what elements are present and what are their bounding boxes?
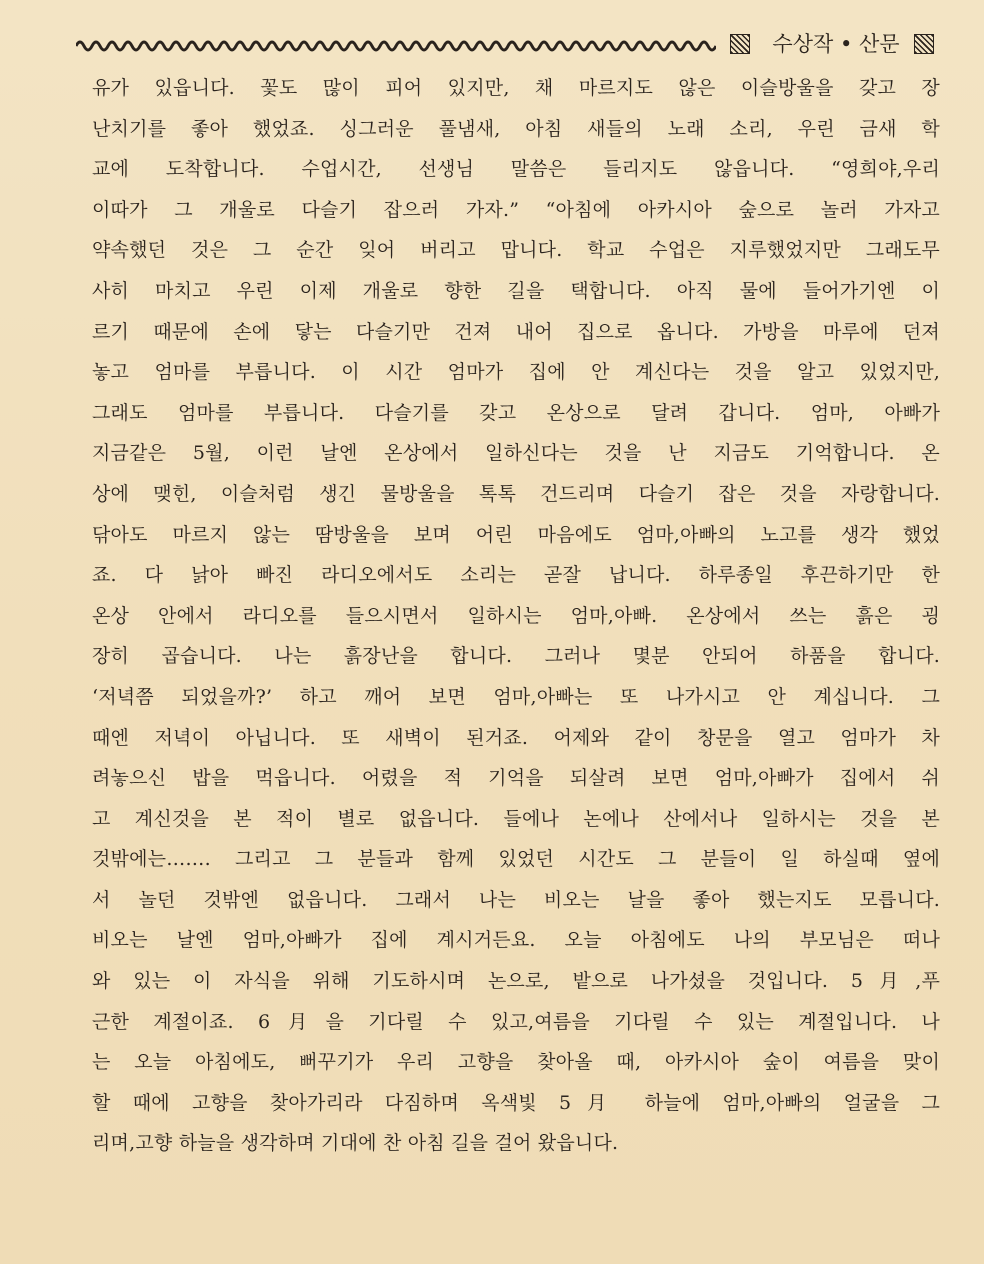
text-line: ‘저녁쯤 되었을까?’ 하고 깨어 보면 엄마,아빠는 또 나가시고 안 계십니다. 그 <box>92 685 940 708</box>
text-line: 죠. 다 낡아 빠진 라디오에서도 소리는 곧잘 납니다. 하루종일 후끈하기만 한 <box>92 564 940 587</box>
text-line: 닦아도 마르지 않는 땀방울을 보며 어린 마음에도 엄마,아빠의 노고를 생각 했었 <box>92 523 940 546</box>
text-line: 놓고 엄마를 부릅니다. 이 시간 엄마가 집에 안 계신다는 것을 알고 있었지만, <box>92 361 940 384</box>
text-line: 그래도 엄마를 부릅니다. 다슬기를 갖고 온상으로 달려 갑니다. 엄마, 아빠가 <box>92 401 940 424</box>
text-line: 사히 마치고 우린 이제 개울로 향한 길을 택합니다. 아직 물에 들어가기엔 이 <box>92 279 940 302</box>
text-line: 와 있는 이 자식을 위해 기도하시며 논으로, 밭으로 나가셨을 것입니다. 5月,푸 <box>92 970 940 993</box>
text-line: 것밖에는……. 그리고 그 분들과 함께 있었던 시간도 그 분들이 일 하실때 옆에 <box>92 848 940 871</box>
text-line: 유가 있읍니다. 꽃도 많이 피어 있지만, 채 마르지도 않은 이슬방울을 갖고 장 <box>92 77 940 99</box>
text-line: 리며,고향 하늘을 생각하며 기대에 찬 아침 길을 걸어 왔읍니다. <box>92 1132 619 1155</box>
text-line: 르기 때문에 손에 닿는 다슬기만 건져 내어 집으로 옵니다. 가방을 마루에 던져 <box>92 320 940 343</box>
text-line: 지금같은 5월, 이런 날엔 온상에서 일하신다는 것을 난 지금도 기억합니다. 온 <box>92 442 940 465</box>
text-line: 온상 안에서 라디오를 들으시면서 일하시는 엄마,아빠. 온상에서 쓰는 흙은 굉 <box>92 604 940 627</box>
text-line: 이따가 그 개울로 다슬기 잡으러 가자.” “아침에 아카시아 숲으로 놀러 가자고 <box>92 198 940 221</box>
text-line: 난치기를 좋아 했었죠. 싱그러운 풀냄새, 아침 새들의 노래 소리, 우린 금새 학 <box>92 117 940 140</box>
text-line: 상에 맺힌, 이슬처럼 생긴 물방울을 톡톡 건드리며 다슬기 잡은 것을 자랑합니다. <box>92 482 940 505</box>
text-line: 비오는 날엔 엄마,아빠가 집에 계시거든요. 오늘 아침에도 나의 부모님은 떠나 <box>92 929 940 952</box>
wavy-ornament-divider <box>76 34 716 58</box>
text-line: 교에 도착합니다. 수업시간, 선생님 말씀은 들리지도 않읍니다. “영희야,우리 <box>92 158 940 181</box>
text-line: 근한 계절이죠. 6月을 기다릴 수 있고,여름을 기다릴 수 있는 계절입니다. 나 <box>92 1010 940 1033</box>
text-line: 려놓으신 밥을 먹읍니다. 어렸을 적 기억을 되살려 보면 엄마,아빠가 집에서 쉬 <box>92 767 940 790</box>
essay-body <box>92 68 940 1228</box>
text-line: 장히 곱습니다. 나는 흙장난을 합니다. 그러나 몇분 안되어 하품을 합니다. <box>92 645 940 668</box>
hatched-box-icon <box>730 34 750 54</box>
text-line: 때엔 저녁이 아닙니다. 또 새벽이 된거죠. 어제와 같이 창문을 열고 엄마가 차 <box>92 726 940 749</box>
text-line: 서 놀던 것밖엔 없읍니다. 그래서 나는 비오는 날을 좋아 했는지도 모릅니다. <box>92 888 940 911</box>
text-line: 약속했던 것은 그 순간 잊어 버리고 맙니다. 학교 수업은 지루했었지만 그래도무 <box>92 239 940 262</box>
text-line: 고 계신것을 본 적이 별로 없읍니다. 들에나 논에나 산에서나 일하시는 것을 본 <box>92 807 940 830</box>
text-line: 할 때에 고향을 찾아가리라 다짐하며 옥색빛 5月 하늘에 엄마,아빠의 얼굴을 그 <box>92 1091 940 1114</box>
hatched-box-icon <box>914 34 934 54</box>
page-header <box>70 24 940 64</box>
section-title: 수상작 • 산문 <box>772 32 900 56</box>
text-line: 는 오늘 아침에도, 뻐꾸기가 우리 고향을 찾아올 때, 아카시아 숲이 여름을 맞이 <box>92 1051 940 1074</box>
